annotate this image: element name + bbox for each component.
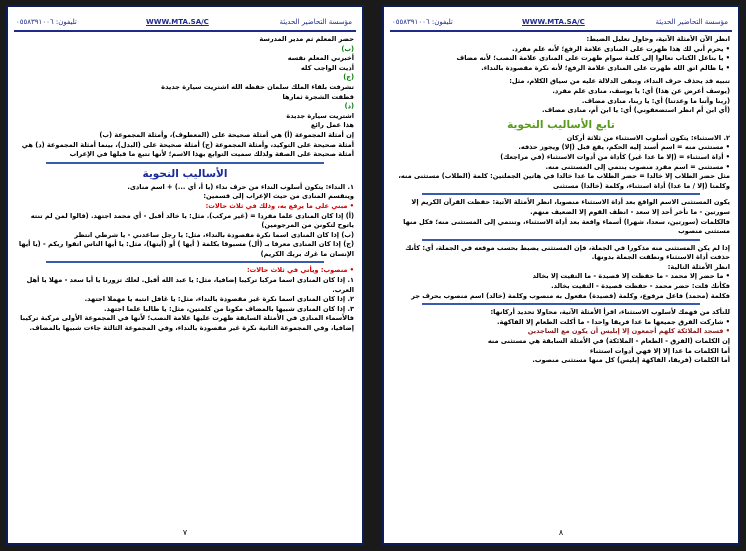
text-line: (ربنا وآتنا ما وعدتنا) أي: يا ربنا، منادى مضاف.	[581, 96, 730, 105]
header-org: مؤسسة التحاضير الحديثة	[279, 18, 352, 26]
text-line: أما الكلمات ما عدا إلا إلا فهي أدوات استثناء	[589, 346, 730, 355]
text-line: أديت الواجب كله	[300, 63, 354, 72]
text-line: ١. إذا كان المنادى اسما مركبا تركيبا إضافيا، مثل: يا عبد الله أقبل. لعلك تزورنا يا أبا سعد - مهلا يا أهل العرب.	[26, 276, 354, 294]
text-line: • مستثنى = اسم مفرد منصوب ينتمي إلى المستثنى منه.	[545, 162, 730, 171]
page-8	[382, 5, 740, 545]
text-line: إن الكلمات (الفرق - الطعام - الملائكة) في الأمثلة السابقة هي مستثنى منه	[487, 337, 730, 346]
text-line: انظر الأمثلة التالية:	[667, 262, 730, 271]
text-line: فالأسماء المنادى في الأمثلة السابقة ظهرت عليها علامة النصب؛ لأنها في المجموعة الأولى مركبة تركيبا إضافيا، وفي المجموعة الثانية نكرة غير مقصودة بالنداء، وفي المجموعة الثالثة جاءت شبيها بالمضاف.	[20, 314, 354, 333]
page-number: ٨	[558, 528, 564, 537]
text-line: يكون المستثنى الاسم الواقع بعد أداة الاستثناء منصوبا، انظر الأمثلة الآتية: حفظت القرآن الكريم إلا سورتين - ما تأخر أحد إلا سعد - انظف القوم إلا الضعيف منهم.	[411, 198, 730, 216]
text-line: • منصوب: ويأتي في ثلاث حالات:	[246, 266, 354, 275]
section-divider	[422, 239, 700, 241]
text-line: • أداة استثناء = (إلا ما عدا غير) كأداة من أدوات الاستثناء (في مراجعك)	[500, 152, 730, 161]
page-header	[14, 14, 356, 32]
text-line: قطفت الشجرة ثمارها	[282, 92, 354, 101]
page-body	[392, 35, 730, 521]
text-line: فكأنك قلت: حضر محمد - حفظت قصيدة - التقيت بخالد.	[551, 282, 730, 291]
text-line: (أي ابن أم انظر استضعفوني) أي: يا ابن أم، منادى مضاف.	[541, 106, 730, 115]
text-line: • فسجد الملائكة كلهم أجمعون إلا إبليس أن يكون مع الساجدين	[527, 327, 730, 336]
section-title: تابع الأساليب النحوية	[507, 118, 615, 131]
text-line: فكلمة (محمد) فاعل مرفوع، وكلمة (قصيدة) مفعول به منصوب وكلمة (خالد) اسم منصوب بحرف جر	[411, 291, 730, 300]
page-7	[6, 5, 364, 545]
text-line: فالكلمات (سورتين، سعدا، شهرا) أسماء واقعة بعد أداة الاستثناء، وتنتمي إلى المستثنى منه؛ فكل منها مستثنى منصوب	[403, 217, 730, 236]
text-line: • ما حضر إلا محمد - ما حفظت إلا قصيدة - ما التقيت إلا بخالد	[532, 272, 730, 281]
text-line: (ب) إذا كان المنادى اسما نكرة مقصودة بالنداء، مثل: يا رجل ساعدني - يا شرطي انتظر	[74, 230, 354, 239]
section-title: الأساليب النحوية	[142, 167, 228, 180]
section-divider	[422, 193, 700, 195]
text-line: • مبني على ما يرفع به، وذلك في ثلاث حالات:	[205, 201, 354, 210]
text-line: إذا لم يكن المستثنى منه مذكورا في الجملة، فإن المستثنى يضبط بحسب موقعه في الجملة، أي: كأنك حذفت أداة الاستثناء ونطقت الجملة بدونها.	[405, 243, 730, 262]
header-website-link[interactable]: WWW.MTA.SA/C	[522, 18, 585, 26]
page-header	[390, 14, 732, 32]
text-line: (ج)	[343, 73, 354, 82]
text-line: • يحرم أني لك هذا ظهرت على المنادى علامة الرفع؛ لأنه علم مفرد.	[512, 44, 730, 53]
text-line: (د)	[344, 102, 354, 111]
text-line: للتأكد من فهمك لأسلوب الاستثناء، اقرأ الأمثلة الآتية، محاولا تحديد أركانها:	[490, 308, 730, 317]
text-line: ٢. إذا كان المنادى اسما نكرة غير مقصودة بالنداء، مثل: يا غافل انتبه يا مهملا اجتهد.	[84, 295, 354, 304]
header-website-link[interactable]: WWW.MTA.SA/C	[146, 18, 209, 26]
page-body	[16, 35, 354, 521]
text-line: (ج) إذا كان المنادى معرفا بـ (أل) مسبوقا بكلمة ( أيها ) أو (أيتها)، مثل: يا أيها الناس اتقوا ربكم - (يا أيها الإنسان ما غرك بربك الكريم)	[18, 240, 354, 258]
text-line: مثل حضر الطلاب إلا خالدا = حضر الطلاب ما عدا خالدا في هاتين الجملتين: كلمة (الطلاب) مستثنى منه، وكلمتا (إلا / ما عدا) أداة استثناء، وكلمة (خالدا) مستثنى	[398, 172, 730, 190]
section-divider	[46, 261, 324, 263]
text-line: ٣. إذا كان المنادى شبيها بالمضاف مكونا من كلمتين، مثل: يا طالبا علما اجتهد.	[104, 304, 354, 313]
header-org: مؤسسة التحاضير الحديثة	[655, 18, 728, 26]
text-line: أما الكلمات (فريقا، الفاكهة إبليس) كل منها مستثنى منصوب.	[532, 356, 730, 365]
section-divider	[422, 303, 700, 305]
text-line: انظر الآن الأمثلة الآتية، وحاول تعليل الضبط:	[586, 35, 730, 43]
page-number: ٧	[182, 528, 188, 537]
text-line: أمثلة صحيحة على التوكيد، وأمثلة المجموعة (ج) أمثلة صحيحة على (البدل)، بينما أمثلة المجموعة (د) هي أمثلة صحيحة على الصفة ولذلك سميت التوابع بهذا الاسم؛ لأنها تتبع ما قبلها في الإعراب	[21, 140, 354, 159]
text-line: ١. النداء: يتكون أسلوب النداء من حرف نداء (يا أ، أي ...) + اسم منادى.	[127, 182, 354, 191]
header-rule	[14, 30, 356, 32]
text-line: • شاركت الفرق جميعها ما عدا فريقا واحدا - ما أكلت الطعام إلا الفاكهة.	[496, 317, 730, 326]
text-line: إن أمثلة المجموعة (أ) هي أمثلة صحيحة على (المعطوف)، وأمثلة المجموعة (ب)	[99, 130, 354, 139]
text-line: • مستثنى منه = اسم أسند إليه الحكم، يقع قبل (إلا) ويجوز حذفه.	[518, 143, 730, 152]
text-line: حضر المعلم ثم مدير المدرسة	[259, 35, 354, 43]
header-phone: تليفون: ٠٥٥٨٣٩١٠٠٦	[16, 18, 77, 26]
text-line: تشرفت بلقاء الملك سلمان حفظه الله اشتريت سيارة جديدة	[161, 82, 354, 91]
text-line: اشتريت سيارة جديدة	[286, 111, 354, 120]
text-line: • يا بتاعل الكتاب تعالوا إلى كلمة سوام ظهرت على المنادى علامة النصب؛ لأنه مضاف	[456, 54, 730, 63]
header-phone: تليفون: ٠٥٥٨٣٩١٠٠٦	[392, 18, 453, 26]
text-line: (ب)	[341, 44, 354, 53]
text-line: • يا ظالم اتق الله ظهرت على المنادى علامة الرفع؛ لأنه نكرة مقصودة بالنداء.	[481, 63, 730, 72]
text-line: أخبرني المعلم نفسه	[287, 54, 354, 63]
text-line: وينقسم المنادى من حيث الإعراب إلى قسمين:	[203, 192, 354, 201]
text-line: (يوسف أعرض عن هذا) أي: يا يوسف، منادى علم مفرد.	[552, 86, 730, 95]
section-divider	[46, 162, 324, 164]
text-line: تنبيه قد يحذف حرف النداء، وتبقى الدلالة عليه من سياق الكلام، مثل:	[509, 77, 730, 86]
text-line: هذا عمل رائع	[310, 121, 354, 130]
text-line: (أ) إذا كان المنادى علما مفردا = (غير مركب). مثل: يا خالد أقبل - أي محمد اجتهد. (قالوا لمن لم تنته ياتوح لتكونن من المرجومين)	[30, 211, 354, 230]
text-line: ٢. الاستثناء: يتكون أسلوب الاستثناء من ثلاثة أركان	[566, 133, 730, 142]
header-rule	[390, 30, 732, 32]
